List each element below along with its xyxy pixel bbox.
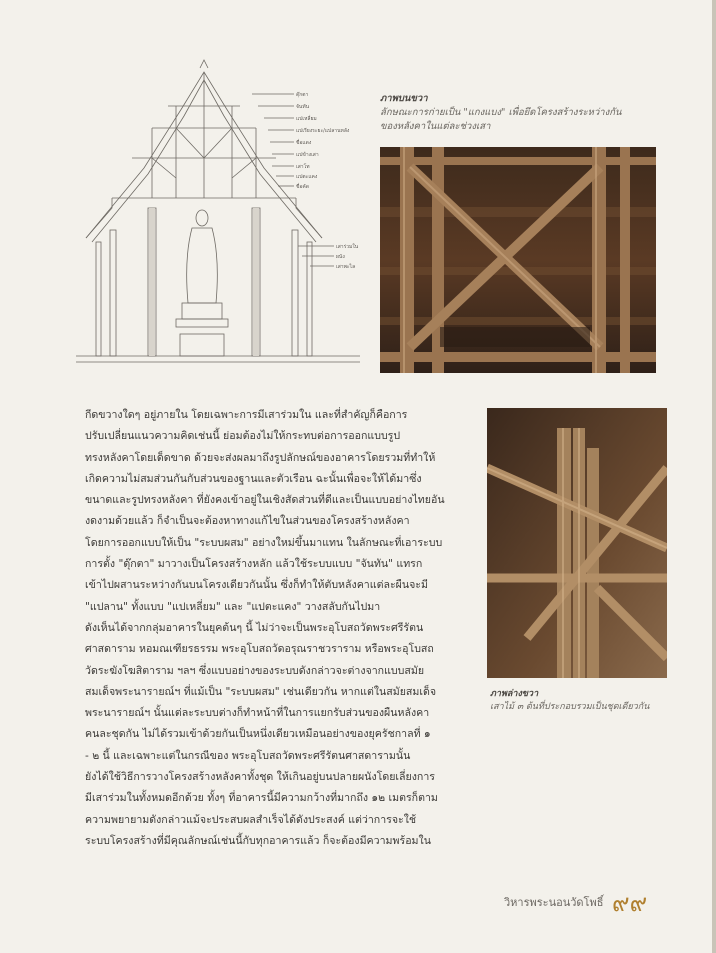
drawing-label: แปตะแคง (296, 174, 318, 180)
body-line: ทรงหลังคาโดยเด็ดขาด ด้วยจะส่งผลมาถึงรูปลักษณ์ของอาคารโดยรวมที่ทำให้ (85, 451, 436, 464)
caption-line: ลักษณะการก่ายเป็น "แกงแบง" เพื่อยึดโครงสร้างระหว่างกัน (380, 107, 622, 118)
caption-line: ของหลังคาในแต่ละช่วงเสา (380, 121, 491, 132)
section-drawing (72, 58, 364, 370)
body-line: การตั้ง "ดุ๊กตา" มาวางเป็นโครงสร้างหลัก แล้วใช้ระบบแบบ "จันทัน" แทรก (85, 558, 423, 571)
page-number: ๙๙ (612, 889, 648, 917)
drawing-label: แปเรียงระยะ/แปลานหลัง (296, 128, 350, 134)
running-footer: วิหารพระนอนวัดโพธิ์ (504, 896, 604, 909)
body-line: โดยการออกแบบให้เป็น "ระบบผสม" อย่างใหม่ขึ้นมาแทน ในลักษณะที่เอาระบบ (85, 536, 443, 549)
caption-top (380, 92, 660, 134)
drawing-label: เสาร่วมใน (336, 244, 359, 250)
body-line: งดงามด้วยแล้ว ก็จำเป็นจะต้องหาทางแก้ไขในส่วนของโครงสร้างหลังคา (85, 515, 410, 528)
body-line: สมเด็จพระนารายณ์ฯ ที่แม้เป็น "ระบบผสม" เช่นเดียวกัน หากแต่ในสมัยสมเด็จ (85, 685, 437, 698)
drawing-label: แปเหลี่ยม (296, 116, 317, 122)
timber-posts-photo (487, 408, 667, 678)
body-line: ดังเห็นได้จากกลุ่มอาคารในยุคต้นๆ นี้ ไม่ว่าจะเป็นพระอุโบสถวัดพระศรีรัตน (85, 621, 424, 634)
caption-title: ภาพล่างขวา (490, 689, 539, 699)
drawing-label: แปข้างเสา (296, 152, 319, 158)
body-line: กีดขวางใดๆ อยู่ภายใน โดยเฉพาะการมีเสาร่วมใน และที่สำคัญก็คือการ (85, 409, 408, 421)
body-line: คนละชุดกัน ไม่ได้รวมเข้าด้วยกันเป็นหนึ่งเดียวเหมือนอย่างของยุครัชกาลที่ ๑ (85, 728, 431, 741)
body-line: เกิดความไม่สมส่วนกันกับส่วนของฐานและตัวเรือน ฉะนั้นเพื่อจะให้ได้มาซึ่ง (85, 472, 422, 485)
body-line: พระนารายณ์ฯ นั้นแต่ละระบบต่างก็ทำหน้าที่ในการแยกรับส่วนของผืนหลังคา (85, 707, 430, 720)
body-text (85, 405, 463, 852)
body-line: "แปลาน" ทั้งแบบ "แปเหลี่ยม" และ "แปตะแคง" วางสลับกันไปมา (85, 600, 381, 613)
drawing-label: ขื่อแดง (296, 140, 312, 146)
roof-structure-photo (380, 147, 656, 373)
body-line: วัดระฆังโฆสิตาราม ฯลฯ ซึ่งแบบอย่างของระบบดังกล่าวจะต่างจากแบบสมัย (85, 664, 425, 677)
drawing-label: จันทัน (296, 104, 310, 110)
body-line: ขนาดและรูปทรงหลังคา ที่ยังคงเข้าอยู่ในเชิงสัดส่วนที่ดีและเป็นแบบอย่างไทยอัน (85, 494, 445, 507)
body-line: ยังได้ใช้วิธีการวางโครงสร้างหลังคาทั้งชุด ให้เกินอยู่บนปลายผนังโดยเลี่ยงการ (85, 771, 435, 784)
body-line: - ๒ นี้ และเฉพาะแต่ในกรณีของ พระอุโบสถวัดพระศรีรัตนศาสดารามนั้น (85, 749, 411, 762)
caption-title: ภาพบนขวา (380, 93, 428, 104)
drawing-label: ผนัง (336, 254, 345, 260)
body-line: ปรับเปลี่ยนแนวความคิดเช่นนี้ ย่อมต้องไม่ให้กระทบต่อการออกแบบรูป (85, 430, 401, 443)
drawing-label: เสาพะไล (336, 264, 356, 270)
page-edge (712, 0, 716, 953)
drawing-label: เสาโท (296, 164, 310, 170)
body-line: ระบบโครงสร้างที่มีคุณลักษณ์เช่นนี้กับทุกอาคารแล้ว ก็จะต้องมีความพร้อมใน (85, 834, 431, 847)
body-line: มีเสาร่วมในทั้งหมดอีกด้วย ทั้งๆ ที่อาคารนี้มีความกว้างที่มากถึง ๑๒ เมตรก็ตาม (85, 792, 438, 805)
drawing-label: ดุ๊กตา (296, 92, 309, 98)
drawing-label: ขื่อคัด (296, 184, 310, 190)
body-line: ศาสดาราม หอมณเฑียรธรรม พระอุโบสถวัดอรุณราชวราราม หรือพระอุโบสถ (85, 643, 434, 656)
body-line: ความพยายามดังกล่าวแม้จะประสบผลสำเร็จได้ดังประสงค์ แต่ว่าการจะใช้ (85, 813, 417, 826)
caption-right (490, 688, 670, 714)
body-line: เข้าไปผสานระหว่างกันบนโครงเดียวกันนั้น ซึ่งก็ทำให้ตับหลังคาแต่ละผืนจะมี (85, 579, 428, 592)
caption-line: เสาไม้ ๓ ต้นที่ประกอบรวมเป็นชุดเดียวกัน (490, 702, 650, 712)
